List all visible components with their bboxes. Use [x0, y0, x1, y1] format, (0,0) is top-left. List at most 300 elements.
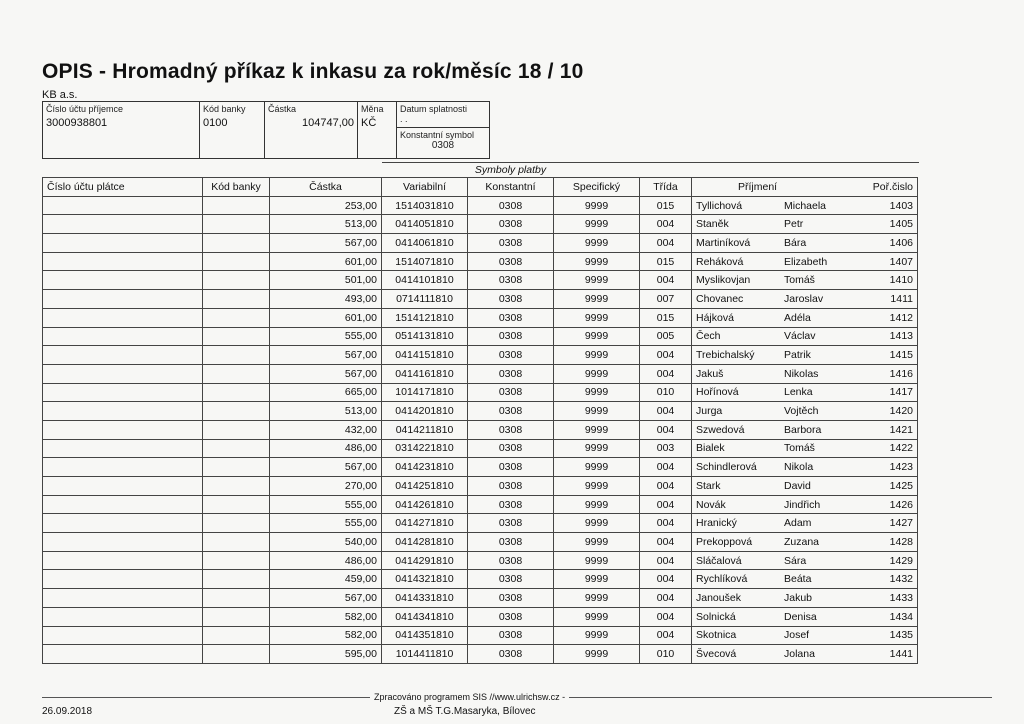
payer-account-cell [43, 271, 203, 290]
amount-cell: 493,00 [270, 290, 382, 309]
surname: Švecová [696, 648, 737, 661]
table-row [43, 327, 919, 346]
bank-code-cell [203, 215, 270, 234]
variable-symbol-cell: 0414151810 [382, 346, 468, 365]
class-cell: 004 [640, 514, 692, 533]
amount-cell: 595,00 [270, 645, 382, 664]
first-name: Patrik [784, 349, 811, 362]
class-cell: 004 [640, 551, 692, 570]
class-cell: 004 [640, 477, 692, 496]
constant-symbol-cell: 0308 [468, 234, 554, 253]
first-name: David [784, 479, 811, 492]
class-cell: 005 [640, 327, 692, 346]
bank-code-cell [203, 420, 270, 439]
constant-symbol-cell: 0308 [468, 346, 554, 365]
specific-symbol-cell: 9999 [554, 420, 640, 439]
order-number: 1441 [889, 648, 913, 661]
amount-cell: 270,00 [270, 477, 382, 496]
student-cell [692, 514, 918, 533]
symbols-label: Symboly platby [382, 163, 640, 178]
table-row [43, 645, 919, 664]
payer-account-cell [43, 458, 203, 477]
student-cell [692, 290, 918, 309]
specific-symbol-cell: 9999 [554, 383, 640, 402]
specific-symbol-cell: 9999 [554, 570, 640, 589]
table-row [43, 383, 919, 402]
payer-account-cell [43, 327, 203, 346]
constant-symbol-cell: 0308 [468, 570, 554, 589]
surname: Solnická [696, 610, 736, 623]
recipient-bank-label: Kód banky [203, 104, 246, 114]
student-cell [692, 626, 918, 645]
variable-symbol-cell: 0414101810 [382, 271, 468, 290]
variable-symbol-cell: 0414051810 [382, 215, 468, 234]
variable-symbol-cell: 1014171810 [382, 383, 468, 402]
variable-symbol-cell: 0414061810 [382, 234, 468, 253]
amount-cell: 540,00 [270, 533, 382, 552]
variable-symbol-cell: 0314221810 [382, 439, 468, 458]
order-number: 1422 [889, 442, 913, 455]
recipient-bank-cell [200, 102, 265, 159]
col-surname: Příjmení [738, 180, 778, 193]
bank-code-cell [203, 533, 270, 552]
student-cell [692, 589, 918, 608]
table-row [43, 439, 919, 458]
bank-code-cell [203, 196, 270, 215]
variable-symbol-cell: 1014411810 [382, 645, 468, 664]
table-row [43, 290, 919, 309]
page-title: OPIS - Hromadný příkaz k inkasu za rok/měsíc 18 / 10 [42, 60, 584, 83]
table-row [43, 215, 919, 234]
surname: Myslikovjan [696, 274, 751, 287]
order-number: 1417 [889, 386, 913, 399]
order-number: 1429 [889, 554, 913, 567]
specific-symbol-cell: 9999 [554, 308, 640, 327]
const-box [397, 128, 489, 153]
student-cell [692, 215, 918, 234]
recipient-currency-label: Měna [361, 104, 384, 114]
student-cell [692, 234, 918, 253]
student-cell [692, 495, 918, 514]
amount-cell: 601,00 [270, 252, 382, 271]
surname: Skotnica [696, 629, 737, 642]
specific-symbol-cell: 9999 [554, 514, 640, 533]
payer-account-cell [43, 308, 203, 327]
bank-code-cell [203, 514, 270, 533]
surname: Tyllichová [696, 199, 743, 212]
amount-cell: 555,00 [270, 514, 382, 533]
payer-account-cell [43, 477, 203, 496]
first-name: Michaela [784, 199, 827, 212]
constant-symbol-cell: 0308 [468, 196, 554, 215]
amount-cell: 567,00 [270, 346, 382, 365]
recipient-due-cell [397, 102, 490, 159]
payer-account-cell [43, 215, 203, 234]
table-row [43, 570, 919, 589]
specific-symbol-cell: 9999 [554, 402, 640, 421]
order-number: 1420 [889, 405, 913, 418]
constant-symbol-cell: 0308 [468, 439, 554, 458]
column-header-row [43, 178, 919, 197]
first-name: Beáta [784, 573, 812, 586]
class-cell: 004 [640, 607, 692, 626]
footer-program: Zpracováno programem SIS //www.ulrichsw.cz - [370, 692, 569, 702]
variable-symbol-cell: 0414211810 [382, 420, 468, 439]
student-cell [692, 420, 918, 439]
amount-cell: 601,00 [270, 308, 382, 327]
student-cell [692, 308, 918, 327]
class-cell: 004 [640, 495, 692, 514]
amount-cell: 253,00 [270, 196, 382, 215]
bank-code-cell [203, 439, 270, 458]
recipient-bank-code: 0100 [203, 117, 228, 129]
amount-cell: 582,00 [270, 607, 382, 626]
table-row [43, 533, 919, 552]
order-number: 1426 [889, 498, 913, 511]
payer-account-cell [43, 234, 203, 253]
col-amount: Částka [270, 178, 382, 197]
recipient-amount: 104747,00 [302, 117, 354, 129]
constant-symbol-cell: 0308 [468, 364, 554, 383]
order-number: 1413 [889, 330, 913, 343]
variable-symbol-cell: 0414291810 [382, 551, 468, 570]
table-row [43, 402, 919, 421]
bank-code-cell [203, 346, 270, 365]
specific-symbol-cell: 9999 [554, 196, 640, 215]
order-number: 1423 [889, 461, 913, 474]
student-cell [692, 645, 918, 664]
constant-symbol-cell: 0308 [468, 607, 554, 626]
specific-symbol-cell: 9999 [554, 626, 640, 645]
bank-code-cell [203, 626, 270, 645]
amount-cell: 567,00 [270, 589, 382, 608]
payer-account-cell [43, 626, 203, 645]
constant-symbol-cell: 0308 [468, 458, 554, 477]
surname: Sláčalová [696, 554, 742, 567]
payer-account-cell [43, 607, 203, 626]
specific-symbol-cell: 9999 [554, 252, 640, 271]
due-value: . . [400, 114, 408, 124]
class-cell: 004 [640, 589, 692, 608]
table-row [43, 364, 919, 383]
class-cell: 015 [640, 308, 692, 327]
symbols-header-row [43, 163, 919, 178]
specific-symbol-cell: 9999 [554, 364, 640, 383]
variable-symbol-cell: 0414341810 [382, 607, 468, 626]
variable-symbol-cell: 0414161810 [382, 364, 468, 383]
specific-symbol-cell: 9999 [554, 271, 640, 290]
student-cell [692, 346, 918, 365]
student-cell [692, 551, 918, 570]
first-name: Tomáš [784, 442, 815, 455]
first-name: Jakub [784, 591, 813, 604]
class-cell: 004 [640, 570, 692, 589]
const-label: Konstantní symbol [400, 130, 475, 140]
variable-symbol-cell: 0414201810 [382, 402, 468, 421]
first-name: Nikolas [784, 367, 819, 380]
amount-cell: 459,00 [270, 570, 382, 589]
specific-symbol-cell: 9999 [554, 645, 640, 664]
first-name: Barbora [784, 423, 822, 436]
bank-code-cell [203, 402, 270, 421]
surname: Jakuš [696, 367, 724, 380]
surname: Trebichalský [696, 349, 755, 362]
specific-symbol-cell: 9999 [554, 215, 640, 234]
payer-account-cell [43, 439, 203, 458]
col-class: Třída [640, 178, 692, 197]
amount-cell: 555,00 [270, 327, 382, 346]
bank-code-cell [203, 234, 270, 253]
first-name: Denisa [784, 610, 817, 623]
payments-table [42, 162, 918, 664]
constant-symbol-cell: 0308 [468, 215, 554, 234]
surname: Reháková [696, 255, 744, 268]
order-number: 1433 [889, 591, 913, 604]
payer-account-cell [43, 645, 203, 664]
bank-code-cell [203, 383, 270, 402]
col-specific: Specifický [554, 178, 640, 197]
payer-account-cell [43, 290, 203, 309]
class-cell: 004 [640, 215, 692, 234]
table-row [43, 514, 919, 533]
recipient-account-cell [43, 102, 200, 159]
class-cell: 007 [640, 290, 692, 309]
first-name: Jindřich [784, 498, 821, 511]
variable-symbol-cell: 1514121810 [382, 308, 468, 327]
bank-code-cell [203, 458, 270, 477]
first-name: Nikola [784, 461, 814, 474]
constant-symbol-cell: 0308 [468, 420, 554, 439]
variable-symbol-cell: 0414251810 [382, 477, 468, 496]
specific-symbol-cell: 9999 [554, 439, 640, 458]
student-cell [692, 252, 918, 271]
amount-cell: 501,00 [270, 271, 382, 290]
constant-symbol-cell: 0308 [468, 308, 554, 327]
payer-account-cell [43, 589, 203, 608]
class-cell: 015 [640, 252, 692, 271]
amount-cell: 486,00 [270, 551, 382, 570]
surname: Prekoppová [696, 535, 753, 548]
class-cell: 004 [640, 458, 692, 477]
table-row [43, 308, 919, 327]
order-number: 1428 [889, 535, 913, 548]
amount-cell: 665,00 [270, 383, 382, 402]
payer-account-cell [43, 364, 203, 383]
recipient-account: 3000938801 [46, 117, 108, 129]
surname: Hořínová [696, 386, 739, 399]
const-value: 0308 [431, 140, 455, 151]
order-number: 1425 [889, 479, 913, 492]
recipient-amount-label: Částka [268, 104, 297, 114]
variable-symbol-cell: 0514131810 [382, 327, 468, 346]
table-row [43, 252, 919, 271]
first-name: Václav [784, 330, 816, 343]
payer-account-cell [43, 570, 203, 589]
order-number: 1432 [889, 573, 913, 586]
variable-symbol-cell: 0714111810 [382, 290, 468, 309]
table-row [43, 551, 919, 570]
class-cell: 004 [640, 271, 692, 290]
amount-cell: 567,00 [270, 458, 382, 477]
amount-cell: 513,00 [270, 215, 382, 234]
order-number: 1416 [889, 367, 913, 380]
class-cell: 004 [640, 346, 692, 365]
table-row [43, 477, 919, 496]
surname: Bialek [696, 442, 725, 455]
constant-symbol-cell: 0308 [468, 383, 554, 402]
student-cell [692, 196, 918, 215]
surname: Jurga [696, 405, 723, 418]
surname: Čech [696, 330, 721, 343]
student-cell [692, 327, 918, 346]
class-cell: 004 [640, 626, 692, 645]
surname: Stark [696, 479, 721, 492]
specific-symbol-cell: 9999 [554, 495, 640, 514]
bank-code-cell [203, 327, 270, 346]
specific-symbol-cell: 9999 [554, 346, 640, 365]
specific-symbol-cell: 9999 [554, 551, 640, 570]
table-row [43, 234, 919, 253]
order-number: 1411 [890, 292, 913, 305]
bank-code-cell [203, 271, 270, 290]
constant-symbol-cell: 0308 [468, 327, 554, 346]
specific-symbol-cell: 9999 [554, 533, 640, 552]
bank-code-cell [203, 607, 270, 626]
bank-code-cell [203, 551, 270, 570]
first-name: Tomáš [784, 274, 815, 287]
first-name: Sára [784, 554, 807, 567]
col-variable: Variabilní [382, 178, 468, 197]
variable-symbol-cell: 0414271810 [382, 514, 468, 533]
payments-body [43, 196, 919, 663]
constant-symbol-cell: 0308 [468, 645, 554, 664]
due-label: Datum splatnosti [400, 104, 468, 114]
surname: Staněk [696, 218, 729, 231]
order-number: 1407 [889, 255, 913, 268]
payer-account-cell [43, 495, 203, 514]
student-cell [692, 458, 918, 477]
recipient-currency-cell [358, 102, 397, 159]
class-cell: 004 [640, 402, 692, 421]
amount-cell: 555,00 [270, 495, 382, 514]
amount-cell: 567,00 [270, 364, 382, 383]
recipient-currency: KČ [361, 117, 377, 129]
surname: Rychlíková [696, 573, 748, 586]
surname: Martiníková [696, 236, 751, 249]
bank-code-cell [203, 495, 270, 514]
surname: Janoušek [696, 591, 741, 604]
order-number: 1405 [889, 218, 913, 231]
table-row [43, 607, 919, 626]
surname: Chovanec [696, 292, 744, 305]
constant-symbol-cell: 0308 [468, 626, 554, 645]
student-cell [692, 439, 918, 458]
table-row [43, 196, 919, 215]
constant-symbol-cell: 0308 [468, 514, 554, 533]
first-name: Zuzana [784, 535, 820, 548]
class-cell: 010 [640, 645, 692, 664]
specific-symbol-cell: 9999 [554, 589, 640, 608]
first-name: Bára [784, 236, 807, 249]
bank-code-cell [203, 364, 270, 383]
constant-symbol-cell: 0308 [468, 551, 554, 570]
payer-account-cell [43, 346, 203, 365]
variable-symbol-cell: 0414351810 [382, 626, 468, 645]
class-cell: 015 [640, 196, 692, 215]
variable-symbol-cell: 0414321810 [382, 570, 468, 589]
order-number: 1410 [889, 274, 913, 287]
specific-symbol-cell: 9999 [554, 327, 640, 346]
table-row [43, 271, 919, 290]
amount-cell: 582,00 [270, 626, 382, 645]
variable-symbol-cell: 0414331810 [382, 589, 468, 608]
amount-cell: 567,00 [270, 234, 382, 253]
recipient-amount-cell [265, 102, 358, 159]
bank-code-cell [203, 477, 270, 496]
order-number: 1427 [889, 517, 913, 530]
constant-symbol-cell: 0308 [468, 589, 554, 608]
class-cell: 004 [640, 533, 692, 552]
footer-school: ZŠ a MŠ T.G.Masaryka, Bílovec [394, 706, 536, 717]
payer-account-cell [43, 252, 203, 271]
recipient-header [42, 101, 490, 159]
col-constant: Konstantní [468, 178, 554, 197]
order-number: 1435 [889, 629, 913, 642]
first-name: Adéla [784, 311, 811, 324]
student-cell [692, 271, 918, 290]
class-cell: 004 [640, 420, 692, 439]
student-cell [692, 364, 918, 383]
variable-symbol-cell: 1514071810 [382, 252, 468, 271]
payer-account-cell [43, 402, 203, 421]
first-name: Jaroslav [784, 292, 824, 305]
first-name: Petr [784, 218, 804, 231]
col-order: Poř.čislo [872, 180, 913, 193]
specific-symbol-cell: 9999 [554, 290, 640, 309]
constant-symbol-cell: 0308 [468, 495, 554, 514]
student-cell [692, 402, 918, 421]
variable-symbol-cell: 0414281810 [382, 533, 468, 552]
col-payer-account: Číslo účtu plátce [43, 178, 203, 197]
bank-code-cell [203, 645, 270, 664]
amount-cell: 432,00 [270, 420, 382, 439]
payer-account-cell [43, 551, 203, 570]
class-cell: 004 [640, 364, 692, 383]
payer-account-cell [43, 514, 203, 533]
constant-symbol-cell: 0308 [468, 402, 554, 421]
first-name: Elizabeth [784, 255, 828, 268]
constant-symbol-cell: 0308 [468, 477, 554, 496]
first-name: Josef [784, 629, 810, 642]
footer-date: 26.09.2018 [42, 706, 93, 717]
payer-account-cell [43, 383, 203, 402]
table-row [43, 420, 919, 439]
variable-symbol-cell: 0414231810 [382, 458, 468, 477]
class-cell: 010 [640, 383, 692, 402]
student-cell [692, 533, 918, 552]
constant-symbol-cell: 0308 [468, 252, 554, 271]
payer-account-cell [43, 196, 203, 215]
bank-name: KB a.s. [42, 89, 78, 101]
payer-account-cell [43, 533, 203, 552]
class-cell: 004 [640, 234, 692, 253]
constant-symbol-cell: 0308 [468, 271, 554, 290]
bank-code-cell [203, 589, 270, 608]
student-cell [692, 477, 918, 496]
first-name: Adam [784, 517, 812, 530]
order-number: 1406 [889, 236, 913, 249]
first-name: Vojtěch [784, 405, 819, 418]
